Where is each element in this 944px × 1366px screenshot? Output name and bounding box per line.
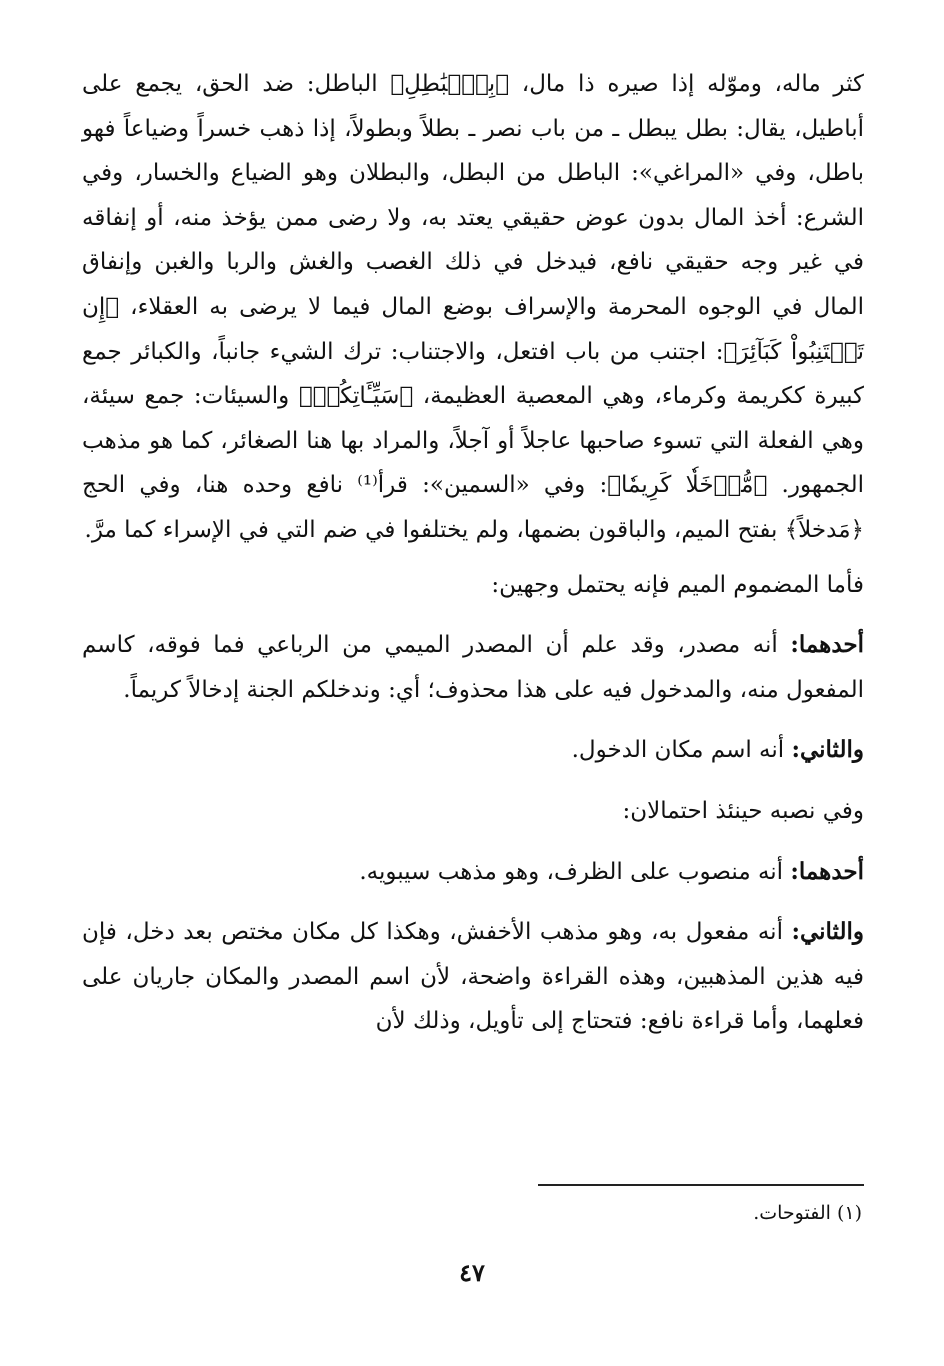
main-paragraph: كثر ماله، وموّله إذا صيره ذا مال، ﴿بِٱلۡبَٰطِلِ﴾ الباطل: ضد الحق، يجمع على أباطيل، يقال: بطل يبطل ـ من باب نصر ـ بطلاً وبطولاً، إذا ذهب خسراً وضياعاً فهو باطل، وفي «المراغي»: الباطل من البطل، والبطلان وهو الضياع والخسار، وفي الشرع: أخذ المال بدون عوض حقيقي يعتد به، ولا رضى ممن يؤخذ منه، أو إنفاقه في غير وجه حقيقي نافع، فيدخل في ذلك الغصب والغش والربا والغبن وإنفاق المال في الوجوه المحرمة والإسراف بوضع المال فيما لا يرضى به العقلاء، ﴿إِن تَجۡتَنِبُواْ كَبَآئِرَ﴾: اجتنب من باب افتعل، والاجتناب: ترك الشيء جانباً، والكبائر جمع كبيرة ككريمة وكرماء، وهي المعصية العظيمة، ﴿سَيِّـَٔاتِكُمۡ﴾ والسيئات: جمع سيئة، وهي الفعلة التي تسوء صاحبها عاجلاً أو آجلاً، والمراد بها هنا الصغائر، كما هو مذهب الجمهور. ﴿مُّدۡخَلٗا كَرِيمٗا﴾: وفي «السمين»: قرأ⁽¹⁾ نافع وحده هنا، وفي الحج ﴿مَدخلاً﴾ بفتح الميم، والباقون بضمها، ولم يختلفوا في ضم التي في الإسراء كما مرَّ.: [82, 71, 864, 543]
accusative-second-lead: والثاني:: [791, 918, 864, 946]
second-option-lead: والثاني:: [791, 736, 864, 764]
second-option-text: أنه اسم مكان الدخول.: [571, 737, 792, 764]
accusative-second-paragraph: [82, 910, 864, 1044]
accusative-first-lead: أحدهما:: [790, 857, 864, 885]
page-body: [82, 62, 864, 1044]
accusative-intro: وفي نصبه حينئذ احتمالان:: [622, 797, 864, 824]
footnote: (١) الفتوحات.: [753, 1202, 862, 1224]
accusative-first-text: أنه منصوب على الظرف، وهو مذهب سيبويه.: [359, 858, 791, 885]
intro-line: فأما المضموم الميم فإنه يحتمل وجهين:: [491, 571, 864, 598]
accusative-first-paragraph: [82, 850, 864, 895]
second-option-paragraph: [82, 728, 864, 773]
first-option-paragraph: [82, 623, 864, 712]
first-option-lead: أحدهما:: [790, 631, 864, 659]
footnote-divider: [538, 1184, 864, 1186]
first-option-text: أنه مصدر، وقد علم أن المصدر الميمي من الرباعي فما فوقه، كاسم المفعول منه، والمدخول فيه على هذا محذوف؛ أي: وندخلكم الجنة إدخالاً كريماً.: [82, 632, 864, 703]
page-number: ٤٧: [459, 1258, 485, 1287]
accusative-second-text: أنه مفعول به، وهو مذهب الأخفش، وهكذا كل مكان مختص بعد دخل، فإن فيه هذين المذهبين، وهذه القراءة واضحة، لأن اسم المصدر والمكان جاريان على فعلهما، وأما قراءة نافع: فتحتاج إلى تأويل، وذلك لأن: [82, 919, 864, 1035]
